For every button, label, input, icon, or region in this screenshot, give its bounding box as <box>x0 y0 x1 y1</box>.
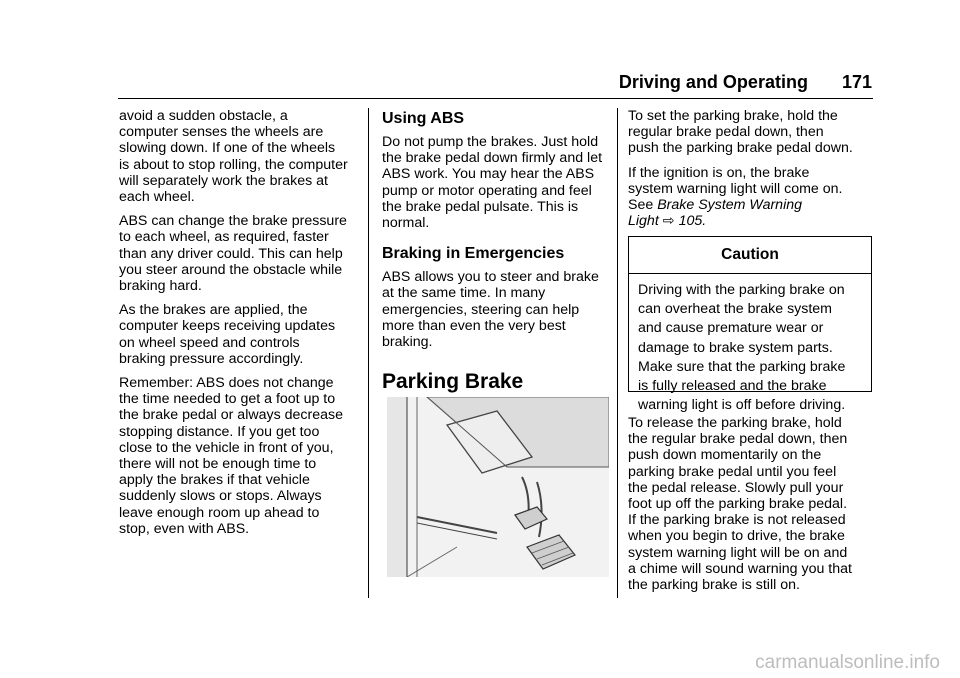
paragraph: To set the parking brake, hold the regular brake pedal down, then push the parking brake pedal down. <box>628 108 853 157</box>
column-2 <box>382 108 614 394</box>
using-abs-heading: Using ABS <box>382 110 465 127</box>
column-3 <box>628 108 878 237</box>
caution-box <box>628 236 872 414</box>
page-ref[interactable]: 105 <box>678 213 703 230</box>
paragraph: ABS allows you to steer and brake at the same time. In many emergencies, steering can help more than even the very best braking. <box>382 269 599 351</box>
watermark: carmanualsonline.info <box>755 652 940 673</box>
caution-title: Caution <box>629 237 871 274</box>
paragraph: As the brakes are applied, the computer keeps receiving updates on wheel speed and controls braking pressure accordingly. <box>119 302 336 367</box>
column-divider <box>368 108 369 598</box>
caution-text: Driving with the parking brake on can overheat the brake system and cause premature wear or damage to brake system parts. Make sure that the parking brake is fully released and the brake warning light is off before driving. <box>638 282 846 414</box>
parking-brake-heading: Parking Brake <box>382 370 524 394</box>
paragraph: Remember: ABS does not change the time needed to get a foot up to the brake pedal or always decrease stopping distance. If you get too close to the vehicle in front of you, there will not be enough time to apply the brakes if that vehicle suddenly slows or stops. Always leave enough room up ahead to stop, even with ABS. <box>119 375 343 537</box>
section-title: Driving and Operating <box>618 72 808 92</box>
page-ref-arrow-icon: ⇨ <box>662 213 675 230</box>
page-number: 171 <box>841 72 872 92</box>
header-rule <box>118 98 873 99</box>
parking-brake-illustration <box>387 397 609 577</box>
paragraph: To release the parking brake, hold the regular brake pedal down, then push down momentarily on the parking brake pedal until you feel the pedal release. Slowly pull your foot up off the parking brake pedal. If the parking brake is not released when you begin to drive, the brake system warning light will be on and a chime will sound warning you that the parking brake is still on. <box>628 415 852 594</box>
column-3-continued <box>628 415 878 593</box>
page-header <box>619 72 872 93</box>
paragraph: ABS can change the brake pressure to each wheel, as required, faster than any driver could. This can help you steer around the obstacle while braking hard. <box>119 213 347 295</box>
paragraph: Do not pump the brakes. Just hold the brake pedal down firmly and let ABS work. You may hear the ABS pump or motor operating and feel the brake pedal pulsate. This is normal. <box>382 134 603 232</box>
paragraph: If the ignition is on, the brake system warning light will come on. See Brake System Warning Light ⇨ 105. <box>628 164 843 230</box>
cross-reference-link[interactable]: Brake System Warning Light <box>628 197 803 230</box>
column-divider <box>617 108 618 598</box>
column-1 <box>119 108 359 545</box>
emergencies-heading: Braking in Emergencies <box>382 245 565 263</box>
paragraph: avoid a sudden obstacle, a computer senses the wheels are slowing down. If one of the wheels is about to stop rolling, the computer will separately work the brakes at each wheel. <box>119 108 348 206</box>
